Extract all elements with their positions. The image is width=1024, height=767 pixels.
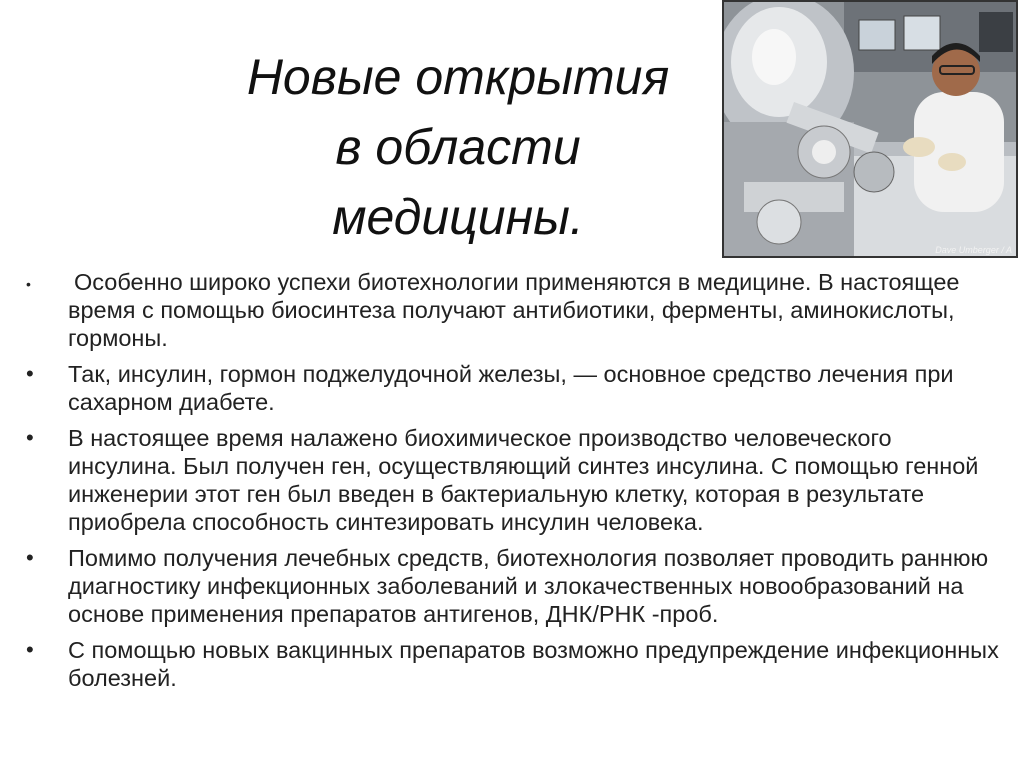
bullet-list (26, 268, 1001, 700)
bullet-item (26, 360, 1001, 416)
lab-scientist-image (724, 2, 1016, 256)
bullet-item (26, 424, 1001, 536)
bullet-text: Особенно широко успехи биотехнологии применяются в медицине. В настоящее время с помощью биосинтеза получают антибиотики, ферменты, аминокислоты, гормоны. (68, 269, 960, 351)
bullet-item (26, 544, 1001, 628)
bullet-marker: • (26, 425, 34, 450)
bullet-marker: • (26, 361, 34, 386)
photo-credit: Dave Umberger / A (935, 245, 1012, 255)
bullet-marker: • (26, 545, 34, 570)
bullet-text: Помимо получения лечебных средств, биотехнология позволяет проводить раннюю диагностику инфекционных заболеваний и злокачественных новообразований на основе применения препаратов антигенов, ДНК/РНК -проб. (68, 545, 989, 627)
bullet-text: С помощью новых вакцинных препаратов возможно предупреждение инфекционных болезней. (68, 637, 999, 691)
bullet-text: В настоящее время налажено биохимическое производство человеческого инсулина. Был получен ген, осуществляющий синтез инсулина. С помощью генной инженерии этот ген был введен в бактериальную клетку, которая в результате приобрела способность синтезировать инсулин человека. (68, 425, 979, 535)
lab-photo (722, 0, 1018, 258)
bullet-text: Так, инсулин, гормон поджелудочной железы, — основное средство лечения при сахарном диабете. (68, 361, 954, 415)
bullet-marker: • (26, 276, 31, 292)
bullet-item (26, 268, 1001, 352)
bullet-item (26, 636, 1001, 692)
slide-title: Новые открытия в области медицины. (246, 49, 670, 245)
bullet-marker: • (26, 637, 34, 662)
